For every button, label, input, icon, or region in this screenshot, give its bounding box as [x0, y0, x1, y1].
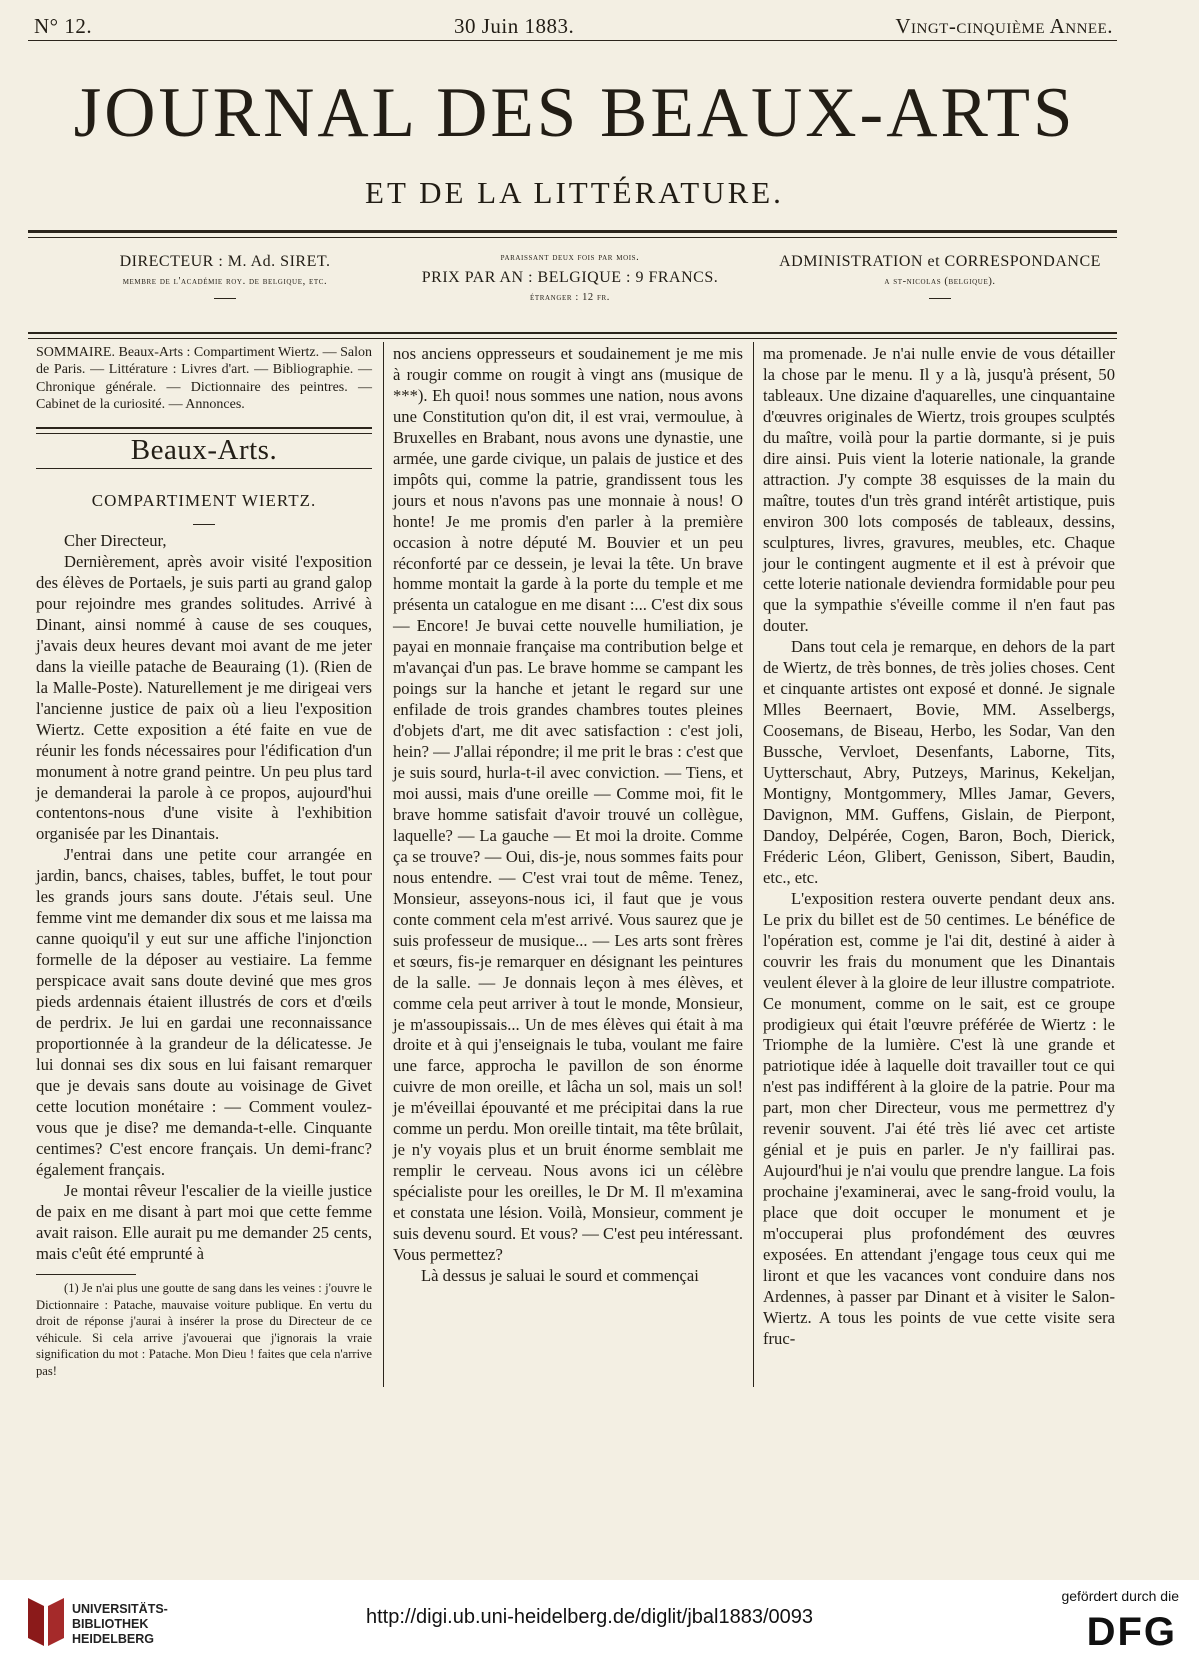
article-title: COMPARTIMENT WIERTZ. — [91, 491, 317, 511]
paragraph: Dans tout cela je remarque, en dehors de la part de Wiertz, de très bonnes, de très jolies choses. Cent et cinquante artistes ont exposé et donné. Je signale Mlles Beernaert, Bovie, MM. Asselbergs, Coosemans, de Biseau, Herbo, les Sodar, Van den Bussche, Vervloet, Desenfants, Laborne, Tits, Uytterschaut, Abry, Putzeys, Marinus, Kekeljan, Montigny, Montgommery, Mlles Jamar, Gevers, Davignon, MM. Guffens, Gislain, de Pierpont, Dandoy, Delpérée, Cogen, Baron, Boch, Dierick, Fréderic Léon, Glibert, Genisson, Sibert, Baudin, etc., etc. — [763, 637, 1115, 887]
paragraph: Là dessus je saluai le sourd et commençai — [421, 1265, 699, 1285]
paragraph: L'exposition restera ouverte pendant deux ans. Le prix du billet est de 50 centimes. Le bénéfice de l'opération est, comme je l'ai dit, destiné à aider à couvrir les frais du monument que les Dinantais veulent élever à la gloire de leur illustre compatriote. Ce monument, comme on le sait, est ce groupe prodigieux qui était l'œuvre préférée de Wiertz : le Triomphe de la lumière. C'est là une grande et patriotique idée à laquelle doit travailler tout ce qui n'est pas indifférent à la gloire de la patrie. Pour ma part, mon cher Directeur, vous me permettrez d'y revenir souvent. J'ai été très lié avec cet artiste génial et je puis en parler. Je n'y faillirai pas. Aujourd'hui je n'ai voulu que prendre langue. La fois prochaine j'examinerai, avec le sang-froid voulu, la place que doit occuper le monument et je m'occuperai plus profondément des œuvres exposées. En attendant j'engage tous ceux qui me liront et que les vacances vont conduire dans nos Ardennes, à passer par Dinant et à visiter le Salon-Wiertz. A tous les points de vue cette visite sera fruc- — [763, 888, 1115, 1348]
section-heading: Beaux-Arts. — [130, 434, 278, 467]
divider — [28, 230, 1117, 233]
divider — [214, 298, 236, 299]
divider — [28, 237, 1117, 238]
paragraph: Je montai rêveur l'escalier de la vieille justice de paix en me disant à part moi que cette femme avait raison. Elle aurait pu me demander 25 cents, mais c'eût été emprunté à — [36, 1180, 372, 1263]
sommaire-text: Beaux-Arts : Compartiment Wiertz. — Salon de Paris. — Littérature : Livres d'art. — Bibliographie. — Chronique générale. — Dictionnaire des peintres. — Cabinet de la curiosité. — Annonces. — [36, 345, 372, 412]
column-2 — [393, 344, 743, 1287]
administration-info — [760, 250, 1120, 299]
divider — [36, 468, 372, 469]
column-1 — [36, 344, 372, 1379]
issue-number: N° 12. — [34, 14, 93, 38]
foreign-price-line: étranger : 12 fr. — [529, 291, 610, 303]
director-title: membre de l'académie roy. de belgique, etc. — [122, 276, 328, 287]
salutation: Cher Directeur, — [64, 531, 167, 551]
footnote-rule — [36, 1274, 136, 1275]
issue-date: 30 Juin 1883. — [454, 14, 575, 38]
column-rule — [753, 342, 754, 1387]
library-logo-icon — [24, 1594, 68, 1650]
paragraph: Dernièrement, après avoir visité l'exposition des élèves de Portaels, je suis parti au grand galop pour rejoindre mes grandes solitudes. Arrivé à Dinant, ainsi nommé à cause de ses couques, j'avais deux heures devant moi avant de me jeter dans la vieille patache de Beauraing (1). (Rien de la Malle-Poste). Naturellement je me dirigeai vers l'ancienne justice de paix où a lieu l'exposition Wiertz. Cette exposition a été faite en vue de réunir les fonds nécessaires pour l'édification d'un monument à notre grand peintre. Un peu plus tard je demanderai la parole à ce propos, aujourd'hui contentons-nous d'une visite à l'exhibition organisée par les Dinantais. — [36, 552, 372, 844]
sommaire-label: SOMMAIRE. — [36, 345, 115, 360]
paragraph: nos anciens oppresseurs et soudainement je me mis à rougir comme on rougit à vingt ans (musique de ***). Eh quoi! nous sommes une nation, nous avons une Constitution qu'on dit, il est vrai, vermoulue, à Bruxelles en Brabant, nous avons une dynastie, une armée, une garde civique, un palais de justice et des impôts qui, comme la patrie, grandissent tous les jours et nous n'avons pas une monnaie à nous! O honte! Je me promis d'en parler à la première occasion à notre député M. Bouvier et un peu réconforté par ce dessein, je levai la tête. Un brave homme montait la garde à la porte du temple et me présenta un catalogue en me disant :... C'est dix sous — Encore! Je buvai cette nouvelle humiliation, je payai en monnaie française ma contribution belge et m'avançai d'un pas. Le brave homme se campant les poings sur la hanche et jetant le regard sur une enfilade de trois grandes chambres toutes pleines d'objets d'art, me dit avec satisfaction : c'est joli, hein? — J'allai répondre; il me prit le bras : c'est que je suis sourd, hurla-t-il avec conviction. — Tiens, et moi aussi, mais d'une oreille — Comme moi, fit le brave homme satisfait d'avoir trouvé un collègue, laquelle? — La gauche — Et moi la droite. Comme ça se trouve? — Oui, dis-je, nous sommes faits pour nous entendre. — C'est vrai tout de même. Tenez, Monsieur, asseyons-nous ici, il faut que je vous conte comment cela m'est arrivé. Vous saurez que je suis professeur de musique... — Les arts sont frères et sœurs, fis-je remarquer en désignant les peintures de la salle. — Je donnais leçon à mes élèves, et comme cela peut arriver à tout le monde, Monsieur, je m'assoupissais... Un de mes élèves qui était à ma droite et à qui j'enseignais le tuba, voulant me faire une farce, approcha le pavillon de son énorme cuivre de mon oreille, et lâcha un sol, mais un sol! je m'éveillai épouvanté et me précipitai dans la rue comme un perdu. Mon oreille tintait, ma tête brûlait, je n'y voyais plus et un bruit énorme semblait me remplir le cerveau. Nous avons ici un célèbre spécialiste pour les oreilles, le Dr M. Il m'examina et constata une lésion. Voilà, Monsieur, comment je suis devenu sourd. Et vous? — C'est peu intéressant. Vous permettez? — [393, 344, 743, 1264]
paragraph: J'entrai dans une petite cour arrangée en jardin, bancs, chaises, tables, buffet, le tout pour les grands jours sans doute. J'étais seul. Une femme vint me demander dix sous et me laissa ma canne quoiqu'il y eut sur une affiche l'injonction formelle de la déposer au vestiaire. La femme perspicace avait sans doute deviné que mes gros pieds ardennais étaient illustrés de cors et d'œils de perdrix. Je lui en gardai une reconnaissance proportionnée à la grandeur de la délicatesse. Je lui donnai ses dix sous en lui faisant remarquer que je devais sans doute au voisinage de Givet cette locution monétaire : — Comment voulez-vous que je dise? me demanda-t-elle. Cinquante centimes? C'est encore français. Un demi-franc? également français. — [36, 845, 372, 1179]
divider — [36, 427, 372, 429]
paragraph: ma promenade. Je n'ai nulle envie de vous détailler la chose par le menu. Il y a là, jusqu'à présent, 50 tableaux. Une dizaine d'aquarelles, une cinquantaine d'œuvres originales de Wiertz, trois groupes sculptés du maître, voilà pour la partie dormante, si je puis dire ainsi. Puis vient la loterie nationale, la grande attraction. J'y compte 38 esquisses de la main du maître, toutes d'un très grand intérêt artistique, puis environ 300 lots composés de tableaux, dessins, sculptures, livres, gravures, meubles, etc. Chaque jour le contingent augmente et il est à prévoir que cette loterie nationale deviendra formidable pour peu que la sympathie s'éveille comme il n'en faut pas douter. — [763, 344, 1116, 636]
administration-address: a st-nicolas (belgique). — [884, 276, 996, 287]
library-name: UNIVERSITÄTS- BIBLIOTHEK HEIDELBERG — [72, 1602, 168, 1646]
director-line: DIRECTEUR : M. Ad. SIRET. — [119, 253, 331, 270]
divider — [28, 332, 1117, 334]
divider — [929, 298, 951, 299]
sommaire — [36, 344, 372, 413]
digitization-footer — [0, 1580, 1199, 1669]
masthead-title: JOURNAL DES BEAUX-ARTS — [73, 74, 1076, 152]
dfg-logo: DFG — [1086, 1610, 1177, 1654]
divider — [193, 524, 215, 525]
footnote: (1) Je n'ai plus une goutte de sang dans les veines : j'ouvre le Dictionnaire : Patache, mauvaise voiture publique. En vertu du droit de réponse j'aurai à insérer la prose du Directeur de ce véhicule. Si cela arrive j'avouerai que j'ignorais la vraie signification du mot : Patache. Mon Dieu ! faites que cela n'arrive pas! — [36, 1281, 372, 1378]
funding-label: gefördert durch die — [1061, 1588, 1179, 1604]
issue-year: Vingt-cinquième Annee. — [895, 14, 1113, 38]
divider — [28, 40, 1117, 41]
director-info — [60, 250, 390, 299]
price-line: PRIX PAR AN : BELGIQUE : 9 FRANCS. — [421, 268, 719, 286]
price-info — [400, 250, 740, 306]
column-3 — [763, 344, 1115, 1350]
frequency-line: paraissant deux fois par mois. — [500, 252, 640, 263]
column-rule — [383, 342, 384, 1387]
source-url-link[interactable]: http://digi.ub.uni-heidelberg.de/diglit/jbal1883/0093 — [366, 1606, 814, 1628]
divider — [28, 338, 1117, 339]
administration-line: ADMINISTRATION et CORRESPONDANCE — [779, 253, 1101, 270]
masthead-subtitle: ET DE LA LITTÉRATURE. — [365, 175, 784, 210]
